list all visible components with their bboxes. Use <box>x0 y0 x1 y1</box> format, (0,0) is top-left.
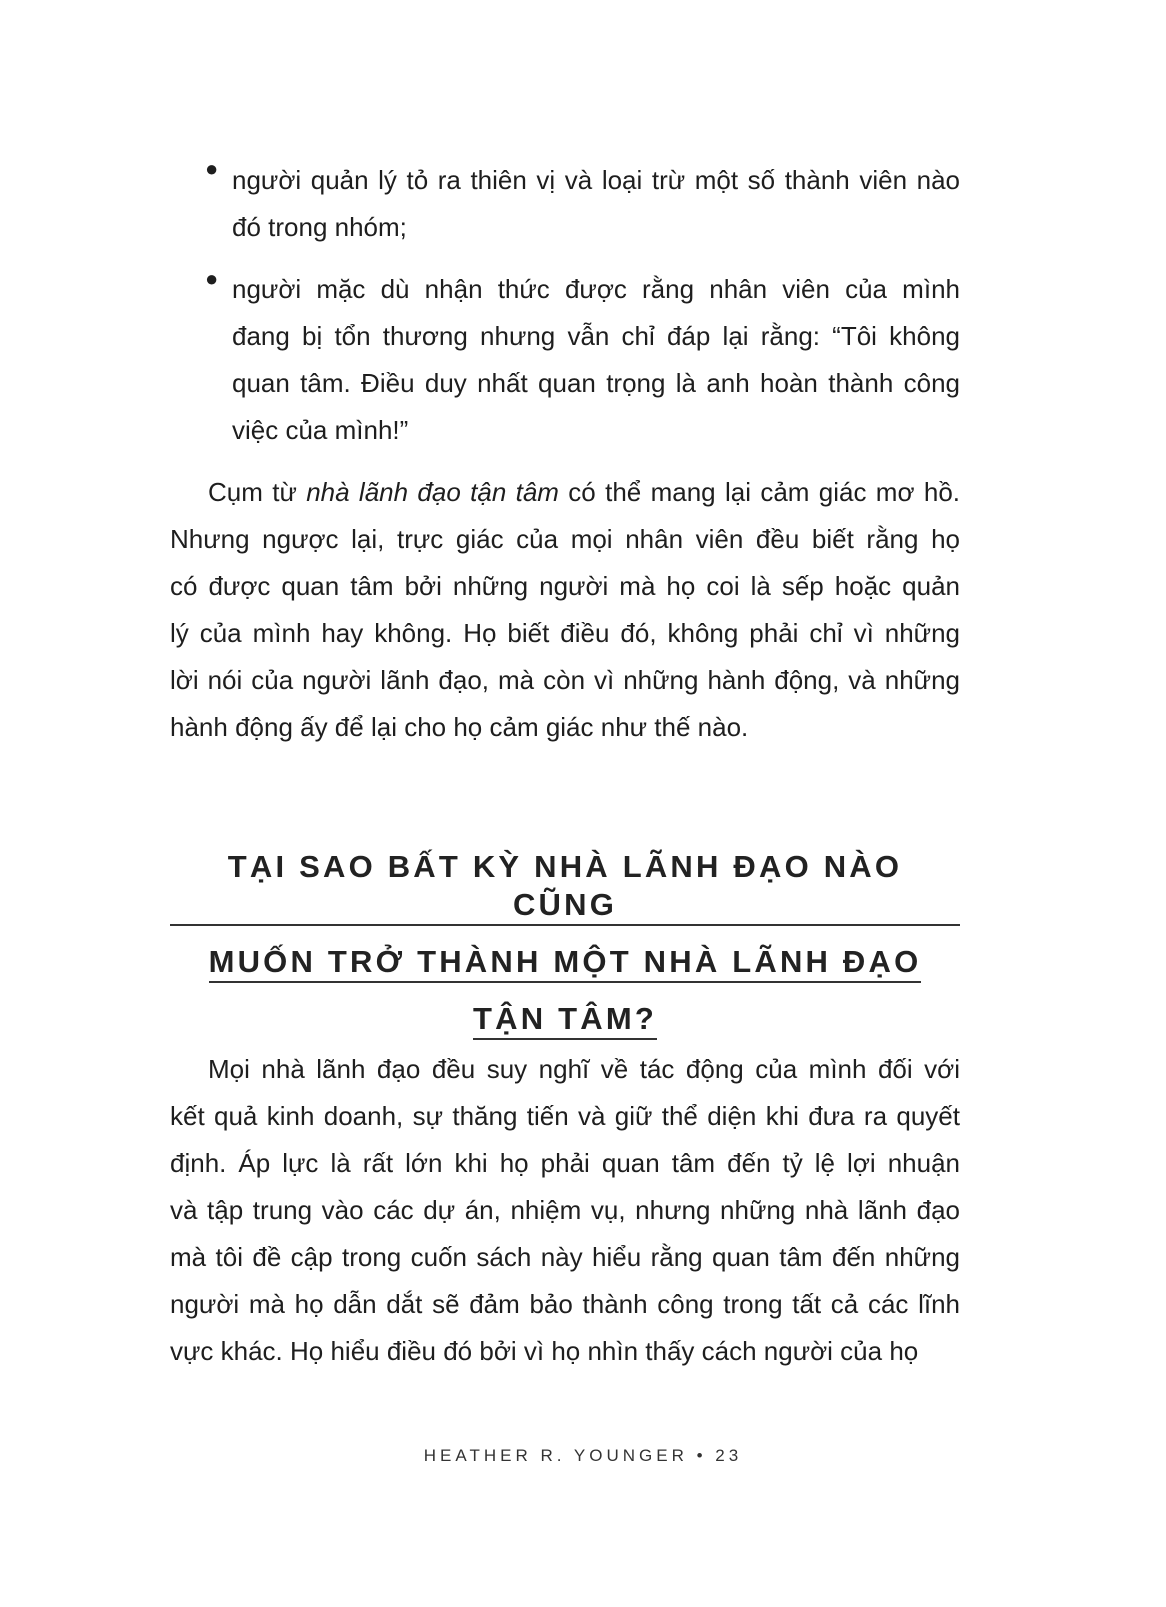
text-line: người mặc dù nhận thức được rằng nhân viên của mình <box>232 274 960 304</box>
text-line: quan tâm. Điều duy nhất quan trọng là anh hoàn thành công <box>232 368 960 398</box>
text-line: có được quan tâm bởi những người mà họ coi là sếp hoặc quản <box>170 571 960 601</box>
heading-line: TẠI SAO BẤT KỲ NHÀ LÃNH ĐẠO NÀO CŨNG <box>170 848 960 926</box>
text: có thể mang lại cảm giác mơ hồ. <box>558 477 960 507</box>
text-line: và tập trung vào các dự án, nhiệm vụ, nhưng những nhà lãnh đạo <box>170 1195 960 1225</box>
text-line: kết quả kinh doanh, sự thăng tiến và giữ thể diện khi đưa ra quyết <box>170 1101 960 1131</box>
page-number: 23 <box>715 1446 743 1465</box>
paragraph <box>170 469 960 751</box>
text-line: đang bị tổn thương nhưng vẫn chỉ đáp lại rằng: “Tôi không <box>232 321 960 351</box>
heading-line: MUỐN TRỞ THÀNH MỘT NHÀ LÃNH ĐẠO <box>209 943 922 983</box>
section-heading <box>170 848 960 1057</box>
bullet-item <box>170 157 960 251</box>
text-line: lời nói của người lãnh đạo, mà còn vì những hành động, và những <box>170 665 960 695</box>
text-line: Nhưng ngược lại, trực giác của mọi nhân viên đều biết rằng họ <box>170 524 960 554</box>
text-line: Mọi nhà lãnh đạo đều suy nghĩ về tác động của mình đối với <box>208 1054 960 1084</box>
text-line: mà tôi đề cập trong cuốn sách này hiểu rằng quan tâm đến những <box>170 1242 960 1272</box>
bullet-icon: ● <box>205 266 219 291</box>
page-footer <box>0 1446 1166 1466</box>
text: Cụm từ <box>208 477 307 507</box>
separator-dot: • <box>696 1446 707 1465</box>
text-line: lý của mình hay không. Họ biết điều đó, không phải chỉ vì những <box>170 618 960 648</box>
author-name: HEATHER R. YOUNGER <box>423 1446 688 1465</box>
text-line: hành động ấy để lại cho họ cảm giác như thế nào. <box>170 712 749 742</box>
paragraph <box>170 1046 960 1375</box>
paragraph-line <box>170 469 960 516</box>
text-line: đó trong nhóm; <box>232 212 407 242</box>
text-line: định. Áp lực là rất lớn khi họ phải quan tâm đến tỷ lệ lợi nhuận <box>170 1148 960 1178</box>
text-line: vực khác. Họ hiểu điều đó bởi vì họ nhìn thấy cách người của họ <box>170 1336 919 1366</box>
text-line: người quản lý tỏ ra thiên vị và loại trừ một số thành viên nào <box>232 165 960 195</box>
text-line: người mà họ dẫn dắt sẽ đảm bảo thành công trong tất cả các lĩnh <box>170 1289 960 1319</box>
italic-phrase: nhà lãnh đạo tận tâm <box>306 477 559 507</box>
text-line: việc của mình!” <box>232 415 409 445</box>
heading-line: TẬN TÂM? <box>473 1000 657 1040</box>
bullet-item <box>170 266 960 454</box>
bullet-icon: ● <box>205 156 219 181</box>
